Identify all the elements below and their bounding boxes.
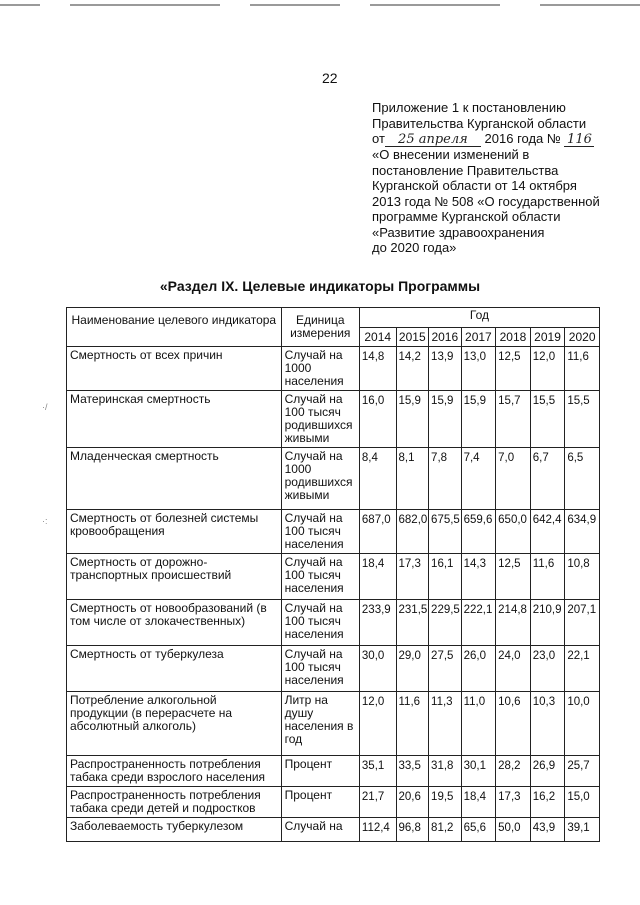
value-cell: 12,0 xyxy=(359,692,396,756)
indicator-name-cell: Младенческая смертность xyxy=(67,448,282,510)
table-row xyxy=(67,448,600,510)
indicator-name-cell: Заболеваемость туберкулезом xyxy=(67,818,282,842)
value-cell: 650,0 xyxy=(496,510,531,554)
annex-line-2: Правительства Курганской области xyxy=(372,115,587,131)
value-cell: 20,6 xyxy=(396,787,429,818)
value-cell: 6,7 xyxy=(530,448,565,510)
value-cell: 214,8 xyxy=(496,600,531,646)
value-cell: 35,1 xyxy=(359,756,396,787)
value-cell: 682,0 xyxy=(396,510,429,554)
value-cell: 687,0 xyxy=(359,510,396,554)
value-cell: 210,9 xyxy=(530,600,565,646)
annex-block xyxy=(372,100,612,256)
header-row xyxy=(67,308,600,328)
value-cell: 231,5 xyxy=(396,600,429,646)
value-cell: 112,4 xyxy=(359,818,396,842)
value-cell: 7,4 xyxy=(461,448,496,510)
value-cell: 12,5 xyxy=(496,347,531,391)
unit-cell: Случай на 100 тысяч населения xyxy=(281,510,359,554)
value-cell: 27,5 xyxy=(429,646,462,692)
value-cell: 50,0 xyxy=(496,818,531,842)
value-cell: 14,3 xyxy=(461,554,496,600)
annex-line-10: до 2020 года» xyxy=(372,240,457,255)
unit-cell: Литр на душу населения в год xyxy=(281,692,359,756)
table-row xyxy=(67,510,600,554)
value-cell: 30,1 xyxy=(461,756,496,787)
handwritten-number: 116 xyxy=(564,133,594,147)
value-cell: 16,2 xyxy=(530,787,565,818)
value-cell: 26,0 xyxy=(461,646,496,692)
value-cell: 13,9 xyxy=(429,347,462,391)
value-cell: 96,8 xyxy=(396,818,429,842)
table-row xyxy=(67,756,600,787)
value-cell: 10,6 xyxy=(496,692,531,756)
value-cell: 11,6 xyxy=(565,347,600,391)
value-cell: 207,1 xyxy=(565,600,600,646)
value-cell: 31,8 xyxy=(429,756,462,787)
table-row xyxy=(67,787,600,818)
value-cell: 28,2 xyxy=(496,756,531,787)
value-cell: 17,3 xyxy=(396,554,429,600)
value-cell: 222,1 xyxy=(461,600,496,646)
unit-cell: Случай на 1000 родившихся живыми xyxy=(281,448,359,510)
table-row xyxy=(67,600,600,646)
value-cell: 14,2 xyxy=(396,347,429,391)
header-name: Наименование целевого индикатора xyxy=(67,308,282,347)
unit-cell: Процент xyxy=(281,787,359,818)
value-cell: 22,1 xyxy=(565,646,600,692)
unit-cell: Случай на 1000 населения xyxy=(281,347,359,391)
annex-line-3 xyxy=(372,131,612,147)
header-unit: Единица измерения xyxy=(281,308,359,347)
handwritten-date: 25 апреля xyxy=(385,133,481,147)
table-row xyxy=(67,692,600,756)
unit-cell: Случай на 100 тысяч родившихся живыми xyxy=(281,391,359,448)
year-header-cell: 2019 xyxy=(530,328,565,347)
value-cell: 12,5 xyxy=(496,554,531,600)
value-cell: 39,1 xyxy=(565,818,600,842)
value-cell: 29,0 xyxy=(396,646,429,692)
indicator-name-cell: Смертность от болезней системы кровообращения xyxy=(67,510,282,554)
value-cell: 81,2 xyxy=(429,818,462,842)
value-cell: 7,0 xyxy=(496,448,531,510)
value-cell: 11,6 xyxy=(396,692,429,756)
unit-cell: Случай на xyxy=(281,818,359,842)
table-row xyxy=(67,391,600,448)
indicator-name-cell: Распространенность потребления табака среди детей и подростков xyxy=(67,787,282,818)
annex-year-text: 2016 года № xyxy=(484,131,561,146)
header-year: Год xyxy=(359,308,599,328)
unit-cell: Процент xyxy=(281,756,359,787)
value-cell: 10,0 xyxy=(565,692,600,756)
indicator-name-cell: Смертность от новообразований (в том числе от злокачественных) xyxy=(67,600,282,646)
value-cell: 43,9 xyxy=(530,818,565,842)
value-cell: 21,7 xyxy=(359,787,396,818)
value-cell: 634,9 xyxy=(565,510,600,554)
indicator-name-cell: Распространенность потребления табака среди взрослого населения xyxy=(67,756,282,787)
scan-speck: ·/ xyxy=(42,402,48,412)
year-header-cell: 2017 xyxy=(461,328,496,347)
year-header-cell: 2016 xyxy=(429,328,462,347)
value-cell: 11,0 xyxy=(461,692,496,756)
unit-cell: Случай на 100 тысяч населения xyxy=(281,554,359,600)
value-cell: 12,0 xyxy=(530,347,565,391)
annex-line-4: «О внесении изменений в xyxy=(372,147,530,162)
indicator-name-cell: Смертность от дорожно-транспортных происшествий xyxy=(67,554,282,600)
year-header-cell: 2018 xyxy=(496,328,531,347)
annex-line-7: 2013 года № 508 «О государственной xyxy=(372,193,600,209)
value-cell: 15,7 xyxy=(496,391,531,448)
annex-line-6: Курганской области от 14 октября xyxy=(372,178,577,193)
value-cell: 26,9 xyxy=(530,756,565,787)
value-cell: 14,8 xyxy=(359,347,396,391)
annex-ot: от xyxy=(372,131,385,146)
scan-artifact-line xyxy=(0,4,640,8)
value-cell: 16,0 xyxy=(359,391,396,448)
value-cell: 229,5 xyxy=(429,600,462,646)
section-title: «Раздел IX. Целевые индикаторы Программы xyxy=(159,278,481,294)
value-cell: 659,6 xyxy=(461,510,496,554)
value-cell: 11,6 xyxy=(530,554,565,600)
value-cell: 8,1 xyxy=(396,448,429,510)
value-cell: 6,5 xyxy=(565,448,600,510)
annex-line-5: постановление Правительства xyxy=(372,162,559,178)
table-row xyxy=(67,818,600,842)
value-cell: 233,9 xyxy=(359,600,396,646)
annex-line-8: программе Курганской области xyxy=(372,209,561,224)
annex-line-1: Приложение 1 к постановлению xyxy=(372,100,566,115)
indicator-name-cell: Потребление алкогольной продукции (в перерасчете на абсолютный алкоголь) xyxy=(67,692,282,756)
value-cell: 15,9 xyxy=(396,391,429,448)
value-cell: 30,0 xyxy=(359,646,396,692)
year-header-cell: 2014 xyxy=(359,328,396,347)
indicator-name-cell: Материнская смертность xyxy=(67,391,282,448)
value-cell: 15,5 xyxy=(530,391,565,448)
value-cell: 8,4 xyxy=(359,448,396,510)
indicator-name-cell: Смертность от всех причин xyxy=(67,347,282,391)
value-cell: 11,3 xyxy=(429,692,462,756)
value-cell: 15,5 xyxy=(565,391,600,448)
value-cell: 24,0 xyxy=(496,646,531,692)
annex-line-9: «Развитие здравоохранения xyxy=(372,224,545,240)
value-cell: 17,3 xyxy=(496,787,531,818)
indicator-name-cell: Смертность от туберкулеза xyxy=(67,646,282,692)
unit-cell: Случай на 100 тысяч населения xyxy=(281,646,359,692)
value-cell: 15,0 xyxy=(565,787,600,818)
value-cell: 13,0 xyxy=(461,347,496,391)
table-row xyxy=(67,646,600,692)
value-cell: 675,5 xyxy=(429,510,462,554)
value-cell: 18,4 xyxy=(461,787,496,818)
value-cell: 15,9 xyxy=(429,391,462,448)
value-cell: 10,8 xyxy=(565,554,600,600)
unit-cell: Случай на 100 тысяч населения xyxy=(281,600,359,646)
value-cell: 642,4 xyxy=(530,510,565,554)
value-cell: 23,0 xyxy=(530,646,565,692)
indicators-table xyxy=(66,307,600,842)
page-number: 22 xyxy=(322,70,338,86)
value-cell: 18,4 xyxy=(359,554,396,600)
value-cell: 7,8 xyxy=(429,448,462,510)
table-row xyxy=(67,347,600,391)
table-row xyxy=(67,554,600,600)
year-header-cell: 2015 xyxy=(396,328,429,347)
value-cell: 10,3 xyxy=(530,692,565,756)
year-header-cell: 2020 xyxy=(565,328,600,347)
value-cell: 19,5 xyxy=(429,787,462,818)
value-cell: 15,9 xyxy=(461,391,496,448)
scan-speck: ·: xyxy=(42,516,48,526)
value-cell: 33,5 xyxy=(396,756,429,787)
value-cell: 16,1 xyxy=(429,554,462,600)
value-cell: 25,7 xyxy=(565,756,600,787)
value-cell: 65,6 xyxy=(461,818,496,842)
